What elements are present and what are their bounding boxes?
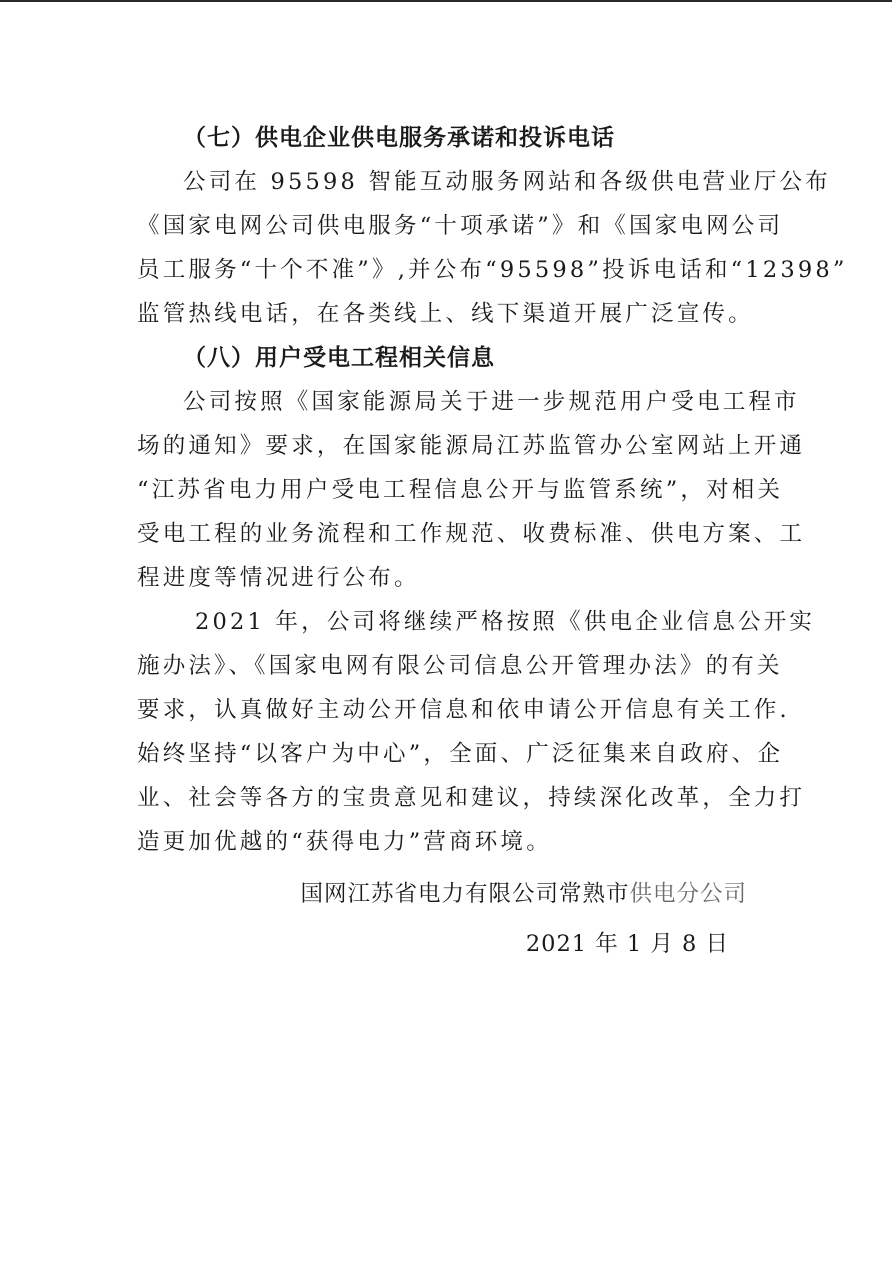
closing-paragraph	[137, 600, 816, 864]
paragraph-line: 要求，认真做好主动公开信息和依申请公开信息有关工作.	[137, 697, 790, 723]
page-top-border	[0, 0, 892, 2]
paragraph-line: 业、社会等各方的宝贵意见和建议，持续深化改革，全力打	[137, 785, 806, 811]
section-7-heading: （七）供电企业供电服务承诺和投诉电话	[183, 124, 615, 151]
signature-date: 2021 年 1 月 8 日	[525, 931, 729, 957]
paragraph-line: 造更加优越的“获得电力”营商环境。	[137, 829, 552, 855]
organization-branch: 供电分公司	[629, 881, 747, 907]
paragraph-line: 2021 年，公司将继续严格按照《供电企业信息公开实	[195, 609, 816, 635]
document-page	[137, 116, 848, 966]
paragraph-line: 施办法》、《国家电网有限公司信息公开管理办法》的有关	[137, 653, 783, 679]
organization-name: 国网江苏省电力有限公司常熟市	[300, 881, 630, 907]
paragraph-line: 始终坚持“以客户为中心”，全面、广泛征集来自政府、企	[137, 741, 784, 767]
signature-organization	[137, 872, 747, 916]
section-8-heading: （八）用户受电工程相关信息	[183, 344, 495, 371]
paragraph-line: “江苏省电力用户受电工程信息公开与监管系统”，对相关	[137, 477, 784, 503]
paragraph-line: 场的通知》要求，在国家能源局江苏监管办公室网站上开通	[137, 433, 806, 459]
paragraph-line: 程进度等情况进行公布。	[137, 565, 420, 591]
section-8-paragraph	[137, 380, 806, 600]
paragraph-line: 《国家电网公司供电服务“十项承诺”》和《国家电网公司	[137, 213, 784, 239]
paragraph-line: 公司在 95598 智能互动服务网站和各级供电营业厅公布	[183, 169, 831, 195]
paragraph-line: 监管热线电话，在各类线上、线下渠道开展广泛宣传。	[137, 301, 754, 327]
paragraph-line: 公司按照《国家能源局关于进一步规范用户受电工程市	[183, 389, 800, 415]
paragraph-line: 员工服务“十个不准”》,并公布“95598”投诉电话和“12398”	[137, 257, 848, 283]
section-7-paragraph	[137, 160, 848, 336]
paragraph-line: 受电工程的业务流程和工作规范、收费标准、供电方案、工	[137, 521, 806, 547]
